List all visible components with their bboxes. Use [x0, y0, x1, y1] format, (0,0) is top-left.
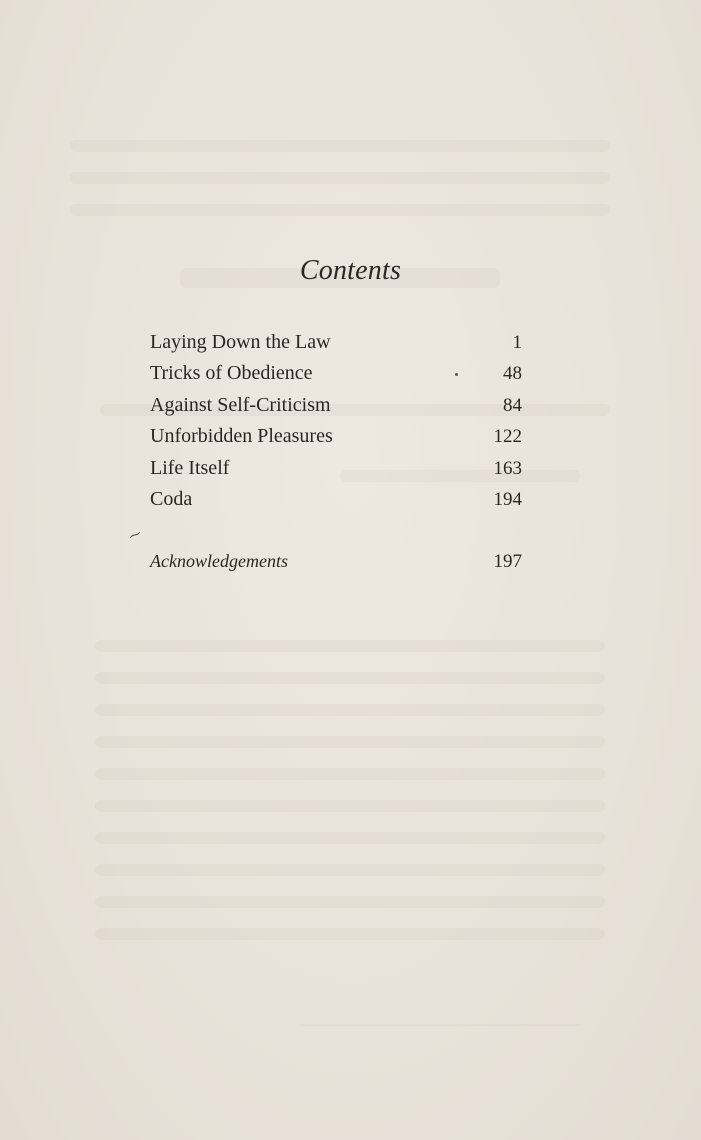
contents-heading: Contents: [299, 255, 402, 286]
toc-entry-title: Life Itself: [150, 456, 230, 479]
toc-entry-page: 84: [503, 394, 522, 416]
toc-entry-title: Acknowledgements: [150, 551, 288, 572]
toc-entry-title: Tricks of Obedience: [150, 362, 313, 385]
toc-entry[interactable]: [150, 453, 522, 484]
toc-entry[interactable]: [150, 484, 522, 515]
toc-entry-page: 194: [493, 488, 522, 510]
toc-entry-page: 1: [512, 332, 522, 353]
toc-entry-title: Against Self-Criticism: [150, 393, 331, 416]
toc-entry-page: 122: [493, 426, 522, 448]
toc-entry-page: 163: [493, 457, 522, 479]
toc-entry[interactable]: [150, 327, 522, 358]
toc-entry-title: Coda: [150, 487, 193, 510]
toc-entry-title: Unforbidden Pleasures: [150, 425, 333, 448]
toc-entry-title: Laying Down the Law: [150, 331, 331, 353]
toc-entry-acknowledgements[interactable]: [150, 546, 522, 577]
toc-entry-page: 197: [493, 551, 522, 573]
toc-entry-page: 48: [503, 363, 522, 385]
table-of-contents: [150, 327, 522, 578]
toc-entry[interactable]: [150, 421, 522, 452]
toc-entry[interactable]: [150, 358, 522, 389]
paper-speck: [455, 373, 458, 376]
paper-mark: ⁓: [126, 525, 144, 544]
toc-entry[interactable]: [150, 390, 522, 421]
